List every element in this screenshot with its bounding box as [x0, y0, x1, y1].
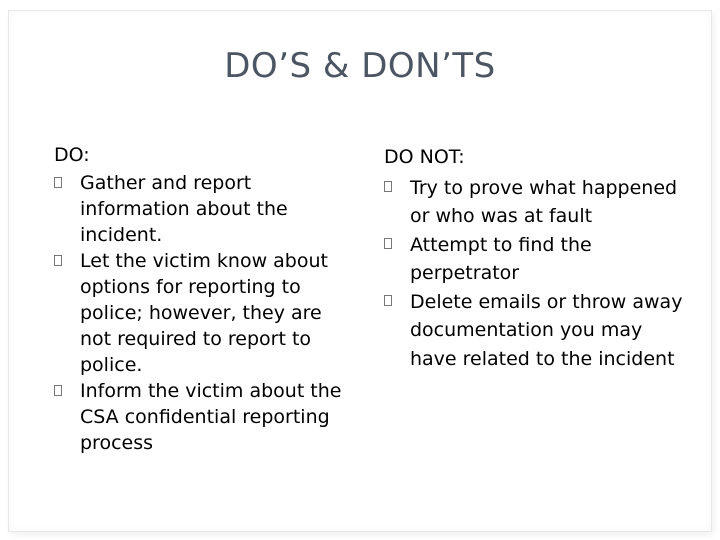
list-item [384, 174, 684, 231]
square-bullet-icon [54, 255, 62, 266]
square-bullet-icon [54, 385, 62, 396]
list-item-text: Try to prove what happened or who was at fault [410, 176, 678, 227]
do-not-column [384, 143, 684, 373]
list-item [54, 378, 354, 456]
do-column [54, 142, 354, 456]
do-heading: DO: [54, 144, 90, 166]
square-bullet-icon [384, 295, 392, 306]
square-bullet-icon [384, 181, 392, 192]
square-bullet-icon [384, 238, 392, 249]
list-item [54, 248, 354, 378]
square-bullet-icon [54, 177, 62, 188]
list-item [384, 288, 684, 374]
list-item-text: Let the victim know about options for reporting to police; however, they are not required to report to police. [80, 250, 328, 376]
list-item-text: Gather and report information about the incident. [80, 172, 288, 246]
do-list [54, 170, 354, 456]
list-item-text: Attempt to find the perpetrator [410, 233, 592, 284]
do-not-list [384, 174, 684, 374]
slide-title: DO’S & DON’TS [224, 46, 496, 86]
list-item-text: Delete emails or throw away documentation you may have related to the incident [410, 290, 683, 370]
list-item [384, 231, 684, 288]
list-item [54, 170, 354, 248]
do-not-heading: DO NOT: [384, 146, 465, 168]
list-item-text: Inform the victim about the CSA confidential reporting process [80, 380, 342, 454]
